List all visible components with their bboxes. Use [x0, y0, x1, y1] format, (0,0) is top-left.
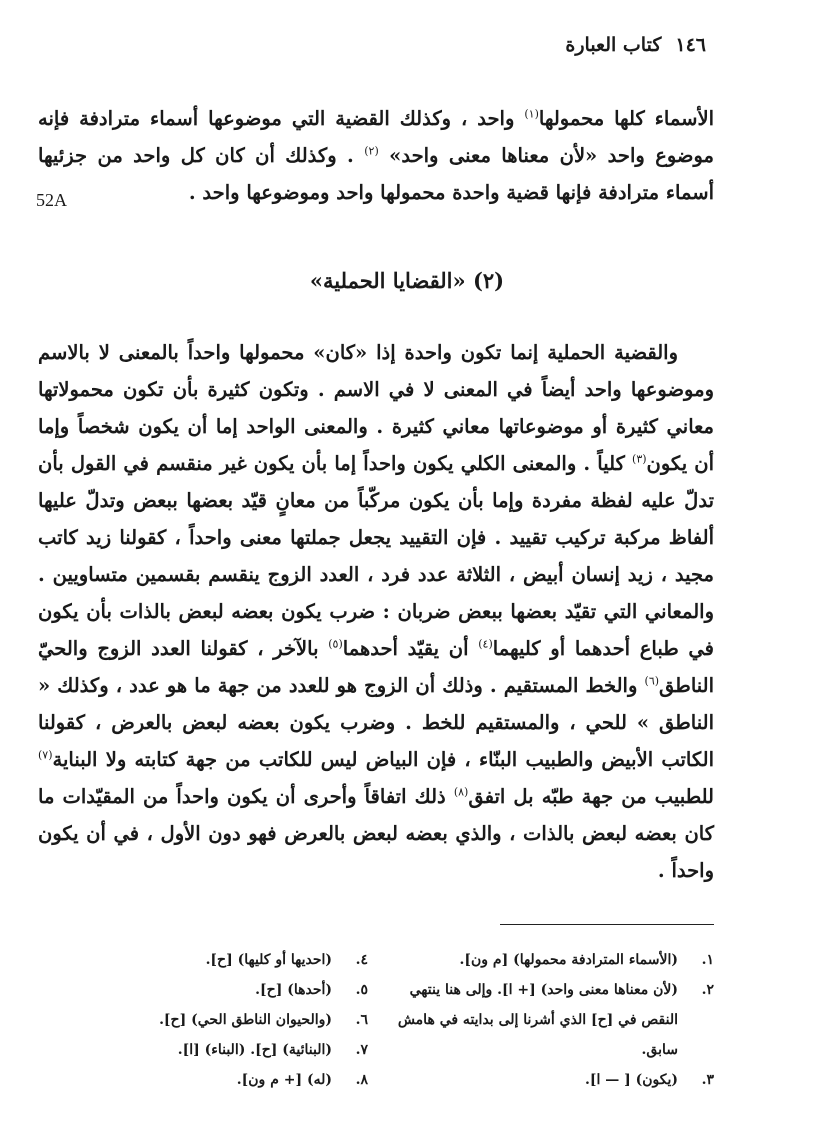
- footnote-number: ٥.: [355, 982, 368, 998]
- footnote-number: ٨.: [355, 1072, 368, 1088]
- footnote-text: (والحيوان الناطق الحي) [ح].: [159, 1012, 332, 1028]
- footnote: [38, 945, 368, 975]
- paragraph-1-text: الأسماء كلها محمولها$^{(١)}$ واحد ، وكذلك القضية التي موضوعها أسماء مترادفة فإنه موضوع واحد «لأن معناها معنى واحد» $^{(٢)}$ . وكذلك أن كان كل واحد من جزئيها أسماء مترادفة فإنها قضية واحدة محمولها واحد وموضوعها واحد .: [38, 107, 715, 204]
- footnote: [384, 975, 714, 1065]
- section-heading: (٢) «القضايا الحملية»: [309, 268, 505, 293]
- paragraph-1: [38, 100, 714, 211]
- footnote-text: (يكون) [ — ا].: [584, 1072, 678, 1088]
- running-head: [565, 34, 706, 56]
- footnote: [384, 1065, 714, 1095]
- footnote: [38, 975, 368, 1005]
- footnotes: [38, 945, 714, 1095]
- footnote-text: (له) [+ م ون].: [236, 1072, 332, 1088]
- page-number: ١٤٦: [675, 34, 706, 56]
- footnote: [384, 945, 714, 975]
- paragraph-2-text: والقضية الحملية إنما تكون واحدة إذا «كان» محمولها واحداً بالمعنى لا بالاسم وموضوعها واحد أيضاً في المعنى لا في الاسم . وتكون كثيرة بأن تكون محمولاتها معاني كثيرة أو موضوعاتها معاني كثيرة . والمعنى الواحد إما أن يكون شخصاً وإما أن يكون$^{(٣)}$ كلياً . والمعنى الكلي يكون واحداً إما بأن يكون غير منقسم في القول بأن تدلّ عليه لفظة مفردة وإما بأن يكون مركّباً من معانٍ قيّد بعضها ببعض وتدلّ عليها ألفاظ مركبة تركيب تقييد . فإن التقييد يجعل جملتها معنى واحداً ، كقولنا زيد كاتب مجيد ، زيد إنسان أبيض ، الثلاثة عدد فرد ، العدد الزوج ينقسم بقسمين متساويين . والمعاني التي تقيّد بعضها ببعض ضربان : ضرب يكون بعضه لبعض بالذات بأن يكون في طباع أحدهما أو كليهما$^{(٤)}$ أن يقيّد أحدهما$^{(٥)}$ بالآخر ، كقولنا العدد الزوج والحيّ الناطق$^{(٦)}$ والخط المستقيم . وذلك أن الزوج هو للعدد من جهة ما هو عدد ، وكذلك « الناطق » للحي ، والمستقيم للخط . وضرب يكون بعضه لبعض بالعرض ، كقولنا الكاتب الأبيض والطبيب البنّاء ، فإن البياض ليس للكاتب من جهة كتابته ولا البناية$^{(٧)}$ للطبيب من جهة طبّه بل اتفق$^{(٨)}$ ذلك اتفاقاً وأحرى أن يكون واحداً من المقيّدات ما كان بعضه لبعض بالذات ، والذي بعضه لبعض بالعرض فهو دون الأول ، في أن يكون واحداً .: [38, 341, 715, 882]
- footnote-number: ١.: [701, 952, 714, 968]
- footnote-divider: [500, 924, 714, 925]
- footnote-number: ٣.: [701, 1072, 714, 1088]
- margin-reference: 52A: [36, 190, 67, 210]
- paragraph-2: [38, 334, 714, 889]
- footnotes-left-column: [38, 945, 368, 1095]
- book-title: كتاب العبارة: [565, 34, 662, 56]
- footnote-number: ٧.: [355, 1042, 368, 1058]
- footnote-number: ٤.: [355, 952, 368, 968]
- footnote-text: (احديها أو كليها) [ح].: [205, 952, 332, 968]
- footnote-text: (البنائية) [ح]. (البناء) [ا].: [177, 1042, 332, 1058]
- footnote-number: ٦.: [355, 1012, 368, 1028]
- footnote-text: (أحدها) [ح].: [255, 982, 332, 998]
- footnote-text: (لأن معناها معنى واحد) [+ ا]. وإلى هنا ينتهي النقص في [ح] الذي أشرنا إلى بدايته في هامش سابق.: [397, 982, 678, 1058]
- footnote: [38, 1035, 368, 1065]
- footnotes-right-column: [384, 945, 714, 1095]
- footnote-number: ٢.: [701, 982, 714, 998]
- footnote-text: (الأسماء المترادفة محمولها) [م ون].: [459, 952, 678, 968]
- footnote: [38, 1065, 368, 1095]
- footnote: [38, 1005, 368, 1035]
